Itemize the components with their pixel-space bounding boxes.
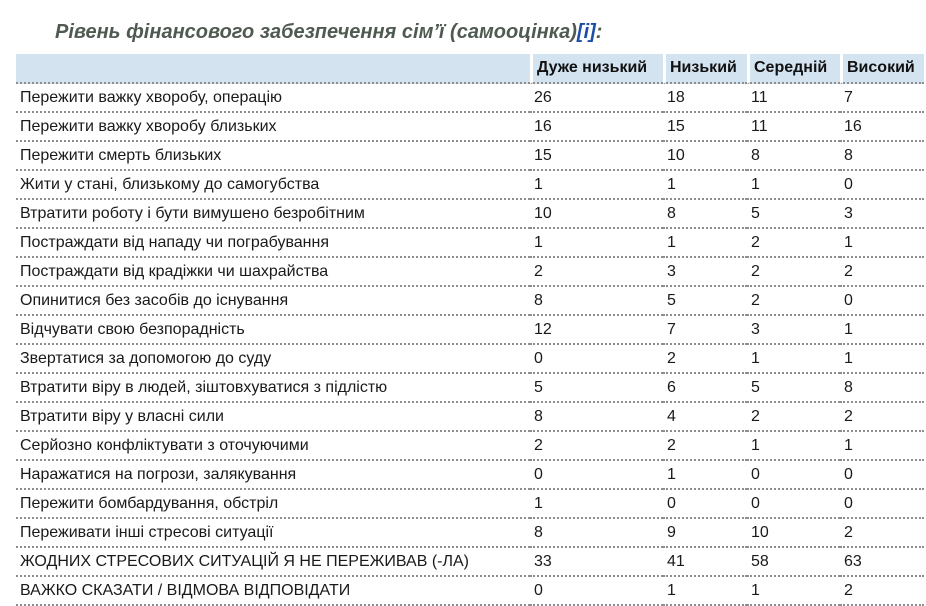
situation-cell: Пережити смерть близьких [16, 142, 530, 171]
situation-cell: Втратити віру у власні сили [16, 403, 530, 432]
high-value: 0 [840, 287, 924, 316]
very-low-value: 8 [530, 287, 663, 316]
very-low-value: 5 [530, 374, 663, 403]
low-value: 2 [663, 345, 747, 374]
stress-situations-table [16, 52, 924, 606]
table-row [16, 519, 924, 548]
very-low-value: 0 [530, 345, 663, 374]
header-row [16, 52, 924, 84]
low-value: 18 [663, 84, 747, 113]
high-value: 1 [840, 345, 924, 374]
very-low-value: 0 [530, 577, 663, 606]
very-low-value: 33 [530, 548, 663, 577]
low-value: 7 [663, 316, 747, 345]
medium-value: 2 [747, 229, 840, 258]
very-low-value: 2 [530, 432, 663, 461]
table-row [16, 577, 924, 606]
low-value: 3 [663, 258, 747, 287]
title-text: Рівень фінансового забезпечення сім’ї (самооцінка) [55, 21, 577, 43]
table-row [16, 345, 924, 374]
medium-value: 0 [747, 490, 840, 519]
table-body [16, 84, 924, 606]
header-cell-high: Високий [840, 52, 924, 84]
very-low-value: 12 [530, 316, 663, 345]
medium-value: 10 [747, 519, 840, 548]
medium-value: 5 [747, 374, 840, 403]
situation-cell: Постраждати від нападу чи пограбування [16, 229, 530, 258]
very-low-value: 8 [530, 403, 663, 432]
high-value: 0 [840, 171, 924, 200]
medium-value: 1 [747, 577, 840, 606]
header-cell-low: Низький [663, 52, 747, 84]
low-value: 15 [663, 113, 747, 142]
high-value: 8 [840, 142, 924, 171]
situation-cell: Відчувати свою безпорадність [16, 316, 530, 345]
table-row [16, 287, 924, 316]
header-cell-situation [16, 52, 530, 84]
medium-value: 1 [747, 345, 840, 374]
situation-cell: Втратити роботу і бути вимушено безробітним [16, 200, 530, 229]
low-value: 5 [663, 287, 747, 316]
title-suffix: : [595, 21, 603, 43]
table-row [16, 316, 924, 345]
high-value: 0 [840, 461, 924, 490]
table-row [16, 548, 924, 577]
very-low-value: 15 [530, 142, 663, 171]
low-value: 10 [663, 142, 747, 171]
high-value: 3 [840, 200, 924, 229]
high-value: 2 [840, 403, 924, 432]
very-low-value: 8 [530, 519, 663, 548]
table-row [16, 229, 924, 258]
table-header [16, 52, 924, 84]
medium-value: 2 [747, 258, 840, 287]
very-low-value: 26 [530, 84, 663, 113]
medium-value: 1 [747, 432, 840, 461]
header-cell-very-low: Дуже низький [530, 52, 663, 84]
table-row [16, 461, 924, 490]
situation-cell: Наражатися на погрози, залякування [16, 461, 530, 490]
very-low-value: 0 [530, 461, 663, 490]
situation-cell: Опинитися без засобів до існування [16, 287, 530, 316]
low-value: 4 [663, 403, 747, 432]
medium-value: 2 [747, 403, 840, 432]
low-value: 9 [663, 519, 747, 548]
low-value: 1 [663, 171, 747, 200]
high-value: 16 [840, 113, 924, 142]
medium-value: 3 [747, 316, 840, 345]
table-row [16, 403, 924, 432]
table-row [16, 432, 924, 461]
low-value: 2 [663, 432, 747, 461]
situation-cell: Пережити бомбардування, обстріл [16, 490, 530, 519]
low-value: 1 [663, 461, 747, 490]
high-value: 2 [840, 577, 924, 606]
low-value: 1 [663, 229, 747, 258]
table-row [16, 258, 924, 287]
table-row [16, 374, 924, 403]
high-value: 1 [840, 432, 924, 461]
medium-value: 0 [747, 461, 840, 490]
medium-value: 58 [747, 548, 840, 577]
high-value: 2 [840, 258, 924, 287]
situation-cell: Жити у стані, близькому до самогубства [16, 171, 530, 200]
medium-value: 11 [747, 84, 840, 113]
high-value: 8 [840, 374, 924, 403]
table-row [16, 490, 924, 519]
situation-cell: ЖОДНИХ СТРЕСОВИХ СИТУАЦІЙ Я НЕ ПЕРЕЖИВАВ (-ЛА) [16, 548, 530, 577]
medium-value: 8 [747, 142, 840, 171]
situation-cell: Пережити важку хворобу, операцію [16, 84, 530, 113]
high-value: 1 [840, 229, 924, 258]
high-value: 7 [840, 84, 924, 113]
very-low-value: 1 [530, 490, 663, 519]
table-row [16, 171, 924, 200]
situation-cell: Звертатися за допомогою до суду [16, 345, 530, 374]
high-value: 0 [840, 490, 924, 519]
high-value: 2 [840, 519, 924, 548]
situation-cell: Постраждати від крадіжки чи шахрайства [16, 258, 530, 287]
situation-cell: Втратити віру в людей, зіштовхуватися з підлістю [16, 374, 530, 403]
medium-value: 2 [747, 287, 840, 316]
very-low-value: 16 [530, 113, 663, 142]
very-low-value: 10 [530, 200, 663, 229]
very-low-value: 2 [530, 258, 663, 287]
low-value: 41 [663, 548, 747, 577]
low-value: 8 [663, 200, 747, 229]
footnote-link[interactable]: [i] [576, 21, 596, 43]
medium-value: 1 [747, 171, 840, 200]
low-value: 0 [663, 490, 747, 519]
table-row [16, 200, 924, 229]
page-title [55, 20, 602, 44]
very-low-value: 1 [530, 171, 663, 200]
situation-cell: ВАЖКО СКАЗАТИ / ВІДМОВА ВІДПОВІДАТИ [16, 577, 530, 606]
high-value: 1 [840, 316, 924, 345]
medium-value: 11 [747, 113, 840, 142]
high-value: 63 [840, 548, 924, 577]
low-value: 1 [663, 577, 747, 606]
table-row [16, 84, 924, 113]
situation-cell: Серйозно конфліктувати з оточуючими [16, 432, 530, 461]
situation-cell: Пережити важку хворобу близьких [16, 113, 530, 142]
table-row [16, 142, 924, 171]
situation-cell: Переживати інші стресові ситуації [16, 519, 530, 548]
medium-value: 5 [747, 200, 840, 229]
table-row [16, 113, 924, 142]
low-value: 6 [663, 374, 747, 403]
very-low-value: 1 [530, 229, 663, 258]
header-cell-medium: Середній [747, 52, 840, 84]
